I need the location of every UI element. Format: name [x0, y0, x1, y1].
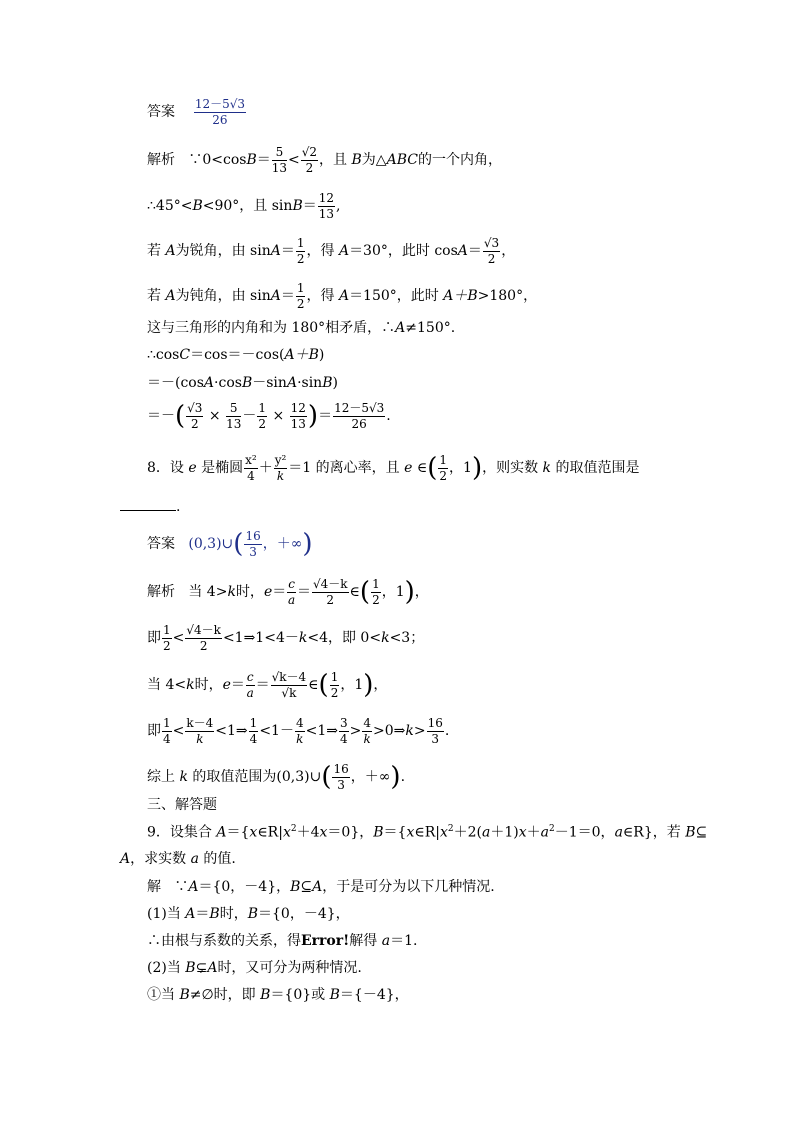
- solution-label: 解析: [147, 584, 175, 601]
- solution-7-line-5: 这与三角形的内角和为 180°相矛盾，∴A≠150°.: [147, 320, 456, 336]
- answer-blank-line: .: [120, 500, 180, 514]
- solution-7-line-1: 解析 ∵0<cosB＝ $\frac{5}{13}$ < $\frac{√2}{2}$ ，且 B为△ABC的一个内角，: [147, 145, 502, 175]
- solution-8-line-2: 即 $\frac{1}{2}$ < $\frac{√4-k}{2}$ <1⇒1<4－k<4，即 0<k<3；: [147, 623, 425, 653]
- solution-9-line-5: ①当 B≠∅时，即 B＝{0}或 B＝{－4}，: [147, 987, 409, 1003]
- solution-label: 解: [147, 879, 161, 895]
- solution-7-line-7: ＝－(cosA·cosB－sinA·sinB): [147, 375, 338, 391]
- solution-label: 解析: [147, 152, 175, 169]
- answer-8-line: 答案 (0,3)∪( $\frac{16}{3}$ ，＋∞): [147, 529, 313, 560]
- solution-9-line-1: 解 ∵A＝{0，－4}，B⊆A，于是可分为以下几种情况.: [147, 879, 495, 895]
- solution-8-line-1: 解析 当 4>k时，e＝ $\frac{c}{a}$ ＝ $\frac{√4-k}{2}$ ∈( $\frac{1}{2}$ ，1)，: [147, 577, 429, 608]
- solution-8-line-3: 当 4<k时，e＝ $\frac{c}{a}$ ＝ $\frac{√k-4}{√k}$ ∈( $\frac{1}{2}$ ，1)，: [147, 670, 388, 701]
- section-heading: 三、解答题: [147, 797, 217, 813]
- solution-7-line-2: ∴45°<B<90°，且 sinB＝ $\frac{12}{13}$ ,: [147, 191, 341, 221]
- solution-9-line-3: ∴由根与系数的关系，得Error!解得 a＝1.: [147, 933, 418, 949]
- solution-8-line-5: 综上 k 的取值范围为(0,3)∪( $\frac{16}{3}$ ，＋∞).: [147, 762, 406, 793]
- solution-9-line-2: (1)当 A＝B时，B＝{0，－4}，: [147, 906, 350, 922]
- solution-8-line-4: 即 $\frac{1}{4}$ < $\frac{k-4}{k}$ <1⇒ $\frac{1}{4}$ <1－ $\frac{4}{k}$ <1⇒ $\frac{3}{4}$ > $\frac{4}{k}$ >0⇒k> $\frac{16}{3}$ .: [147, 716, 450, 746]
- solution-9-line-4: (2)当 B⊊A时，又可分为两种情况.: [147, 960, 362, 976]
- answer-7-line: [147, 98, 247, 126]
- error-text: Error!: [301, 933, 350, 949]
- solution-7-line-8: ＝－( $\frac{√3}{2}$ × $\frac{5}{13}$ － $\frac{1}{2}$ × $\frac{12}{13}$ )＝ $\frac{12-5√3}{26}$ .: [147, 401, 391, 432]
- answer-label: 答案: [147, 536, 175, 553]
- answer-blank: [120, 510, 176, 511]
- solution-7-line-4: 若 A为钝角，由 sinA＝ $\frac{1}{2}$ ，得 A＝150°，此时 A＋B>180°，: [147, 281, 538, 311]
- answer-7-fraction: $\frac{12-5√3}{26}$: [194, 97, 245, 127]
- question-9-line-1: 9．设集合 $A=\{x\in R|x^2+4x=0\}$，$B=\{x\in R|x^2+2(a+1)x+a^2-1=0$，a∈R}，若 B⊆: [147, 824, 708, 841]
- question-9-line-2: A，求实数 a 的值.: [120, 851, 236, 867]
- solution-7-line-6: ∴cosC＝cos＝－cos(A＋B): [147, 347, 325, 363]
- answer-label: 答案: [147, 104, 175, 121]
- solution-7-line-3: 若 A为锐角，由 sinA＝ $\frac{1}{2}$ ，得 A＝30°，此时 cosA＝ $\frac{√3}{2}$ ，: [147, 236, 516, 266]
- question-8: 8．设 e 是椭圆 $\frac{\text{x²}}{4}$ ＋ $\frac{\text{y²}}{k}$ ＝1 的离心率，且 e ∈( $\frac{1}{2}$ ，1)，则实数 k 的取值范围是: [147, 453, 640, 484]
